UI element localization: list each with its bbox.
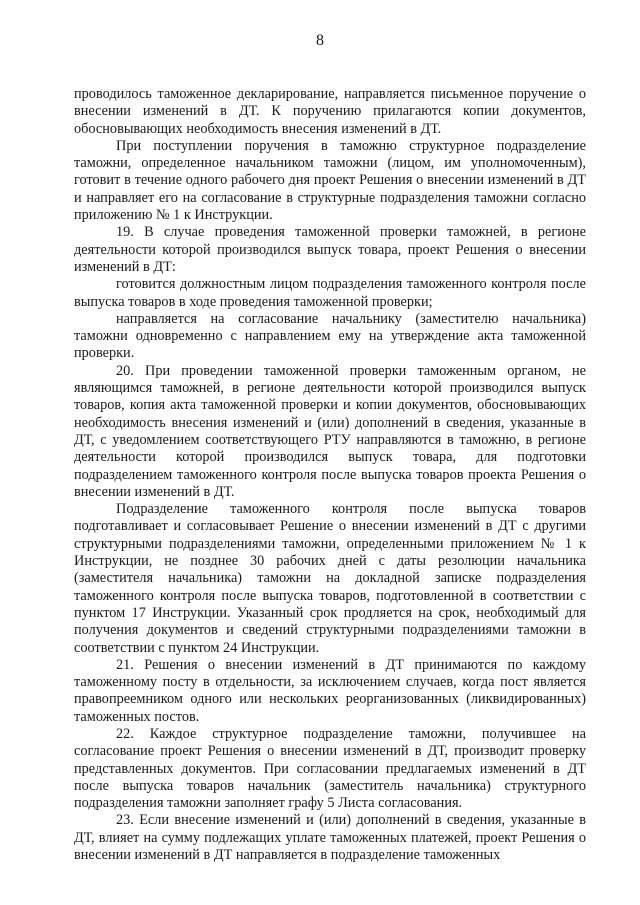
paragraph-5: направляется на согласование начальнику (заместителю начальника) таможни одновременно с направлением ему на утверждение акта таможенной проверки. [74, 310, 586, 362]
paragraph-7: Подразделение таможенного контроля после выпуска товаров подготавливает и согласовывает Решение о внесении изменений в ДТ с другими структурными подразделениями таможни, определенными приложением № 1 к Инструкции, не позднее 30 рабочих дней с даты резолюции начальника (заместителя начальника) таможни на докладной записке подразделения таможенного контроля после выпуска товаров, подготовленной в соответствии с пунктом 17 Инструкции. Указанный срок продляется на срок, необходимый для получения документов и сведений структурными подразделениями таможни в соответствии с пунктом 24 Инструкции. [74, 501, 586, 656]
document-body [74, 86, 586, 864]
paragraph-10: 23. Если внесение изменений и (или) дополнений в сведения, указанные в ДТ, влияет на сумму подлежащих уплате таможенных платежей, проект Решения о внесении изменений в ДТ направляется в подразделение таможенных [74, 812, 586, 864]
paragraph-2: При поступлении поручения в таможню структурное подразделение таможни, определенное начальником таможни (лицом, им уполномоченным), готовит в течение одного рабочего дня проект Решения о внесении изменений в ДТ и направляет его на согласование в структурные подразделения таможни согласно приложению № 1 к Инструкции. [74, 137, 586, 224]
paragraph-3: 19. В случае проведения таможенной проверки таможней, в регионе деятельности которой производился выпуск товара, проект Решения о внесении изменений в ДТ: [74, 224, 586, 275]
paragraph-1: проводилось таможенное декларирование, направляется письменное поручение о внесении изменений в ДТ. К поручению прилагаются копии документов, обосновывающих необходимость внесения изменений в ДТ. [74, 86, 586, 137]
paragraph-8: 21. Решения о внесении изменений в ДТ принимаются по каждому таможенному посту в отдельности, за исключением случаев, когда пост является правопреемником одного или нескольких реорганизованных (ликвидированных) таможенных постов. [74, 656, 586, 725]
page-number: 8 [316, 32, 324, 49]
paragraph-6: 20. При проведении таможенной проверки таможенным органом, не являющимся таможней, в регионе деятельности которой производился выпуск товаров, копия акта таможенной проверки и копии документов, обосновывающих необходимость внесения изменений и (или) дополнений в сведения, указанные в ДТ, с уведомлением соответствующего РТУ направляются в таможню, в регионе деятельности которой производился выпуск товара, для подготовки подразделением таможенного контроля после выпуска товаров проекта Решения о внесении изменений в ДТ. [74, 362, 586, 500]
paragraph-4: готовится должностным лицом подразделения таможенного контроля после выпуска товаров в ходе проведения таможенной проверки; [74, 276, 586, 310]
paragraph-9: 22. Каждое структурное подразделение таможни, получившее на согласование проект Решения о внесении изменений в ДТ, производит проверку представленных документов. При согласовании предлагаемых изменений в ДТ после выпуска товаров начальник (заместитель начальника) структурного подразделения таможни заполняет графу 5 Листа согласования. [74, 725, 586, 812]
